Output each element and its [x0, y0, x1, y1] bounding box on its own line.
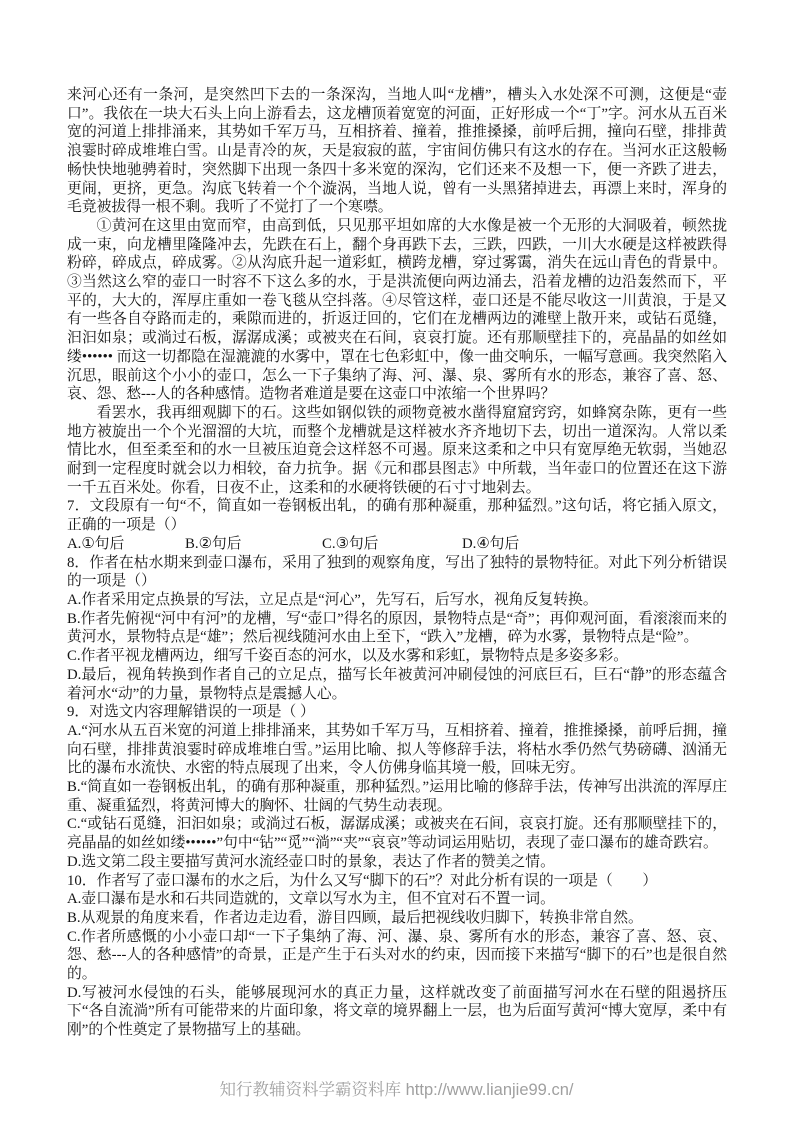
option-9-c: C.“或钻石觅缝，汩汩如泉；或淌过石板，潺潺成溪；或被夹在石间，哀哀打旋。还有那顺壁挂下的，亮晶晶的如丝如缕••••••”句中“钻”“觅”“淌”“夹”“哀哀”等动词运用贴切，表现了壶口瀑布的雄奇跌宕。 — [67, 816, 727, 852]
footer-watermark: 知行教辅资料学霸资料库 http://www.lianjie99.cn/ — [219, 1081, 574, 1099]
option-9-a: A.“河水从五百米宽的河道上排排涌来，其势如千军万马，互相挤着、撞着，推推搡搡，前呼后拥，撞向石壁，排排黄浪霎时碎成堆堆白雪。”运用比喻、拟人等修辞手法，将枯水季仍然气势磅礴、汹涌无比的瀑布水流快、水密的特点展现了出来，令人仿佛身临其境一般，回味无穷。 — [67, 722, 727, 777]
option-8-c: C.作者平视龙槽两边，细写千姿百态的河水，以及水雾和彩虹，景物特点是多姿多彩。 — [67, 648, 629, 665]
option-10-c: C.作者所感慨的小小壶口却“一下子集纳了海、河、瀑、泉、雾所有水的形态，兼容了喜、怒、哀、怨、愁---人的各种感情”的奇景，正是产生于石头对水的约束，因而接下来描写“脚下的石”也是很自然的。 — [67, 928, 727, 983]
question-10-stem: 10．作者写了壶口瀑布的水之后，为什么又写“脚下的石”？对此分析有误的一项是（ ） — [67, 872, 658, 889]
option-7-d: D.④句后 — [462, 535, 520, 552]
option-10-b: B.从观景的角度来看，作者边走边看，游目四顾，最后把视线收归脚下，转换非常自然。 — [67, 909, 643, 926]
option-7-a: A.①句后 — [67, 535, 125, 552]
option-10-d: D.写被河水侵蚀的石头，能够展现河水的真正力量，这样就改变了前面描写河水在石壁的阻遏挤压下“各自流淌”所有可能带来的片面印象，将文章的境界翻上一层，也为后面写黄河“博大宽厚，柔中有刚”的个性奠定了景物描写上的基础。 — [67, 984, 727, 1039]
passage-paragraph-1: 来河心还有一条河，是突然凹下去的一条深沟，当地人叫“龙槽”，槽头入水处深不可测，这便是“壶口”。我依在一块大石头上向上游看去，这龙槽顶着宽宽的河面，正好形成一个“丁”字。河水从五百米宽的河道上排排涌来，其势如千军万马，互相挤着、撞着，推推搡搡，前呼后拥，撞向石壁，排排黄浪霎时碎成堆堆白雪。山是青冷的灰，天是寂寂的蓝，宇宙间仿佛只有这水的存在。当河水正这般畅畅快快地驰骋着时，突然脚下出现一条四十多米宽的深沟，它们还来不及想一下，便一齐跌了进去，更闹，更挤，更急。沟底飞转着一个个漩涡，当地人说，曾有一头黑猪掉进去，再漂上来时，浑身的毛竟被拔得一根不剩。我听了不觉打了一个寒噤。 — [67, 87, 727, 216]
question-8-stem: 8．作者在枯水期来到壶口瀑布，采用了独到的观察角度，写出了独特的景物特征。对此下列分析错误的一项是（） — [67, 554, 727, 590]
question-9-stem: 9．对选文内容理解错误的一项是（ ） — [67, 704, 315, 721]
option-9-b: B.“简直如一卷钢板出轧，的确有那种凝重，那种猛烈。”运用比喻的修辞手法，传神写出洪流的浑厚庄重、凝重猛烈，将黄河博大的胸怀、壮阔的气势生动表现。 — [67, 779, 727, 814]
passage-paragraph-2: ①黄河在这里由宽而窄，由高到低，只见那平坦如席的大水像是被一个无形的大洞吸着，顿然拢成一束，向龙槽里隆隆冲去，先跌在石上，翻个身再跌下去，三跌，四跌，一川大水硬是这样被跌得粉碎，碎成点，碎成雾。②从沟底升起一道彩虹，横跨龙槽，穿过雾霭，消失在远山青色的背景中。③当然这么窄的壶口一时容不下这么多的水，于是洪流便向两边涌去，沿着龙槽的边沿轰然而下，平平的，大大的，浑厚庄重如一卷飞毯从空抖落。④尽管这样，壶口还是不能尽收这一川黄浪，于是又有一些各自夺路而走的，乘隙而进的，折返迂回的，它们在龙槽两边的滩壁上散开来，或钻石觅缝，汩汩如泉；或淌过石板，潺潺成溪；或被夹在石间，哀哀打旋。还有那顺壁挂下的，亮晶晶的如丝如缕•••••• 而这一切都隐在湿漉漉的水雾中，罩在七色彩虹中，像一曲交响乐，一幅写意画。我突然陷入沉思，眼前这个小小的壶口，怎么一下子集纳了海、河、瀑、泉、雾所有水的形态，兼容了喜、怒、哀、怨、愁---人的各种感情。造物者难道是要在这壶口中浓缩一个世界吗？ — [67, 217, 727, 403]
question-7-stem: 7．文段原有一句“不，简直如一卷钢板出轧，的确有那种凝重，那种猛烈。”这句话，将它插入原文，正确的一项是（） — [67, 498, 727, 534]
option-8-d: D.最后，视角转换到作者自己的立足点，描写长年被黄河冲刷侵蚀的河底巨石，巨石“静”的形态蕴含着河水“动”的力量，景物特点是震撼人心。 — [67, 666, 727, 702]
option-8-b: B.作者先俯视“河中有河”的龙槽，写“壶口”得名的原因，景物特点是“奇”；再仰观河面，看滚滚而来的黄河水，景物特点是“雄”；然后视线随河水由上至下，“跌入”龙槽，碎为水雾，景物特点是“险”。 — [67, 610, 727, 646]
passage-and-questions — [67, 86, 727, 1040]
option-7-b: B.②句后 — [185, 535, 242, 552]
passage-paragraph-3: 看罢水，我再细观脚下的石。这些如钢似铁的顽物竟被水凿得窟窟窍窍，如蜂窝杂陈，更有一些地方被旋出一个个光溜溜的大坑，而整个龙槽就是这样被水齐齐地切下去，切出一道深沟。人常以柔情比水，但至柔至和的水一旦被压迫竟会这样怒不可遏。原来这柔和之中只有宽厚绝无软弱，当她忍耐到一定程度时就会以力相较，奋力抗争。据《元和郡县图志》中所载，当年壶口的位置还在这下游一千五百米处。你看，日夜不止，这柔和的水硬将铁硬的石寸寸地剁去。 — [67, 404, 727, 496]
option-10-a: A.壶口瀑布是水和石共同造就的，文章以写水为主，但不宜对石不置一词。 — [67, 891, 555, 908]
question-7-options — [67, 535, 727, 554]
option-8-a: A.作者采用定点换景的写法，立足点是“河心”，先写石，后写水，视角反复转换。 — [67, 591, 598, 608]
option-7-c: C.③句后 — [322, 535, 379, 552]
option-9-d: D.选文第二段主要描写黄河水流经壶口时的景象，表达了作者的赞美之情。 — [67, 853, 555, 870]
